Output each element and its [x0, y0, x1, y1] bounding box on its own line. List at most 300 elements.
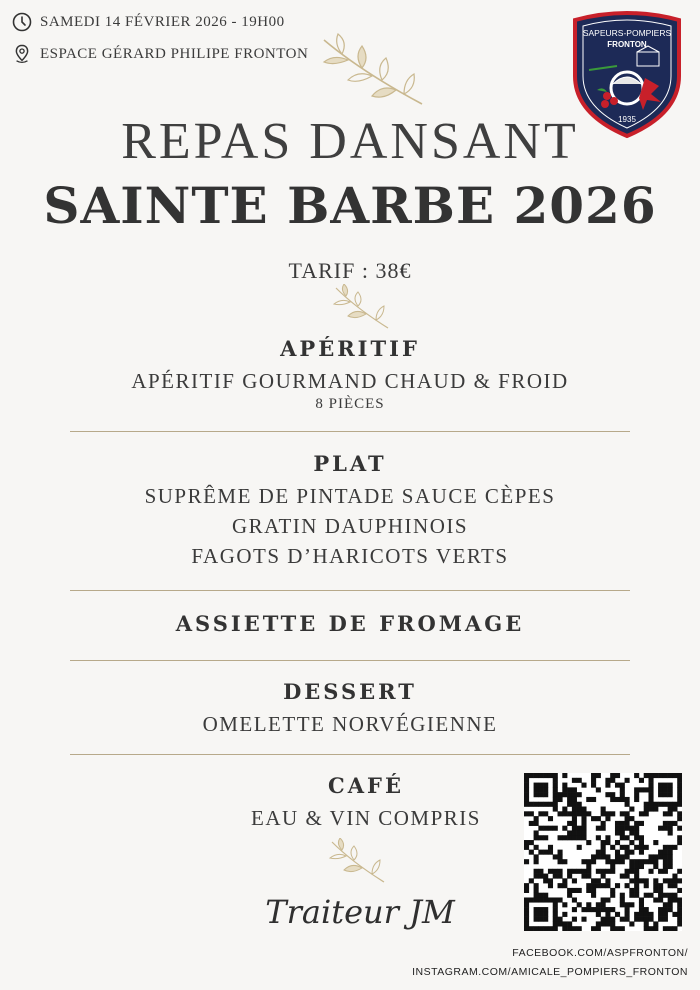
qr-module [634, 821, 639, 826]
qr-module [653, 859, 658, 864]
qr-module [572, 878, 577, 883]
qr-module [596, 826, 601, 831]
qr-module [668, 854, 673, 859]
qr-module [534, 859, 539, 864]
qr-module [543, 897, 548, 902]
qr-module [577, 811, 582, 816]
qr-module [605, 840, 610, 845]
qr-module [534, 821, 539, 826]
qr-module [605, 869, 610, 874]
qr-module [639, 778, 644, 783]
qr-module [644, 883, 649, 888]
qr-module [558, 921, 563, 926]
qr-module [648, 773, 653, 778]
qr-module [534, 773, 539, 778]
qr-module [586, 874, 591, 879]
qr-module [658, 888, 663, 893]
qr-module [586, 859, 591, 864]
qr-module [524, 921, 529, 926]
plat-item: SUPRÊME DE PINTADE SAUCE CÈPES [144, 484, 556, 508]
qr-module [572, 802, 577, 807]
qr-module [620, 783, 625, 788]
qr-module [572, 830, 577, 835]
qr-module [639, 835, 644, 840]
qr-module [553, 869, 558, 874]
qr-module [524, 778, 529, 783]
qr-module [596, 787, 601, 792]
qr-module [543, 792, 548, 797]
qr-module [572, 778, 577, 783]
qr-module [601, 821, 606, 826]
qr-module [529, 773, 534, 778]
qr-module [577, 835, 582, 840]
qr-module [601, 854, 606, 859]
qr-module [529, 821, 534, 826]
qr-module [648, 869, 653, 874]
qr-module [677, 778, 682, 783]
qr-module [543, 912, 548, 917]
qr-module [543, 917, 548, 922]
qr-module [634, 792, 639, 797]
qr-module [534, 802, 539, 807]
qr-module [668, 859, 673, 864]
qr-module [648, 778, 653, 783]
qr-module [591, 859, 596, 864]
qr-module [625, 802, 630, 807]
qr-module [534, 869, 539, 874]
qr-module [586, 902, 591, 907]
qr-module [605, 921, 610, 926]
qr-module [677, 878, 682, 883]
qr-module [615, 912, 620, 917]
qr-module [558, 859, 563, 864]
qr-module [524, 917, 529, 922]
qr-module [534, 787, 539, 792]
qr-module [668, 907, 673, 912]
qr-module [567, 787, 572, 792]
qr-module [672, 773, 677, 778]
qr-module [534, 912, 539, 917]
qr-module [524, 802, 529, 807]
title-line-2: SAINTE BARBE 2026 [43, 176, 657, 235]
qr-module [553, 897, 558, 902]
qr-module [553, 926, 558, 931]
qr-module [543, 826, 548, 831]
qr-module [629, 859, 634, 864]
event-date: SAMEDI 14 FÉVRIER 2026 - 19H00 [40, 13, 285, 30]
qr-module [677, 917, 682, 922]
qr-module [668, 883, 673, 888]
qr-module [567, 869, 572, 874]
qr-module [577, 807, 582, 812]
qr-module [572, 917, 577, 922]
qr-module [648, 802, 653, 807]
qr-module [601, 845, 606, 850]
qr-module [534, 830, 539, 835]
qr-module [596, 907, 601, 912]
qr-module [625, 797, 630, 802]
qr-module [567, 830, 572, 835]
qr-module [620, 845, 625, 850]
qr-module [668, 878, 673, 883]
qr-module [577, 869, 582, 874]
qr-module [668, 830, 673, 835]
qr-module [601, 840, 606, 845]
qr-module [615, 797, 620, 802]
qr-module [524, 902, 529, 907]
qr-module [572, 807, 577, 812]
qr-module [629, 869, 634, 874]
qr-module [543, 907, 548, 912]
qr-module [534, 897, 539, 902]
qr-module [524, 907, 529, 912]
qr-module [620, 854, 625, 859]
qr-module [658, 850, 663, 855]
qr-module [615, 830, 620, 835]
qr-module [577, 802, 582, 807]
qr-module [591, 783, 596, 788]
qr-module [538, 850, 543, 855]
qr-module [615, 883, 620, 888]
qr-module [605, 854, 610, 859]
qr-module [629, 921, 634, 926]
qr-module [663, 821, 668, 826]
qr-module [605, 912, 610, 917]
qr-module [543, 850, 548, 855]
qr-module [629, 807, 634, 812]
qr-module [620, 797, 625, 802]
qr-module [648, 854, 653, 859]
section-plat-title: PLAT [313, 451, 387, 476]
qr-module [591, 883, 596, 888]
qr-module [625, 874, 630, 879]
qr-module [677, 869, 682, 874]
qr-module [567, 874, 572, 879]
event-location-line [12, 44, 308, 64]
qr-module [572, 792, 577, 797]
qr-module [663, 850, 668, 855]
aperitif-detail: 8 PIÈCES [315, 396, 385, 412]
qr-module [538, 826, 543, 831]
title-line-1: REPAS DANSANT [121, 113, 579, 170]
qr-module [572, 811, 577, 816]
qr-module [605, 835, 610, 840]
qr-module [658, 792, 663, 797]
qr-module [534, 816, 539, 821]
qr-module [615, 926, 620, 931]
qr-module [529, 926, 534, 931]
qr-module [543, 878, 548, 883]
divider [70, 660, 630, 661]
qr-module [644, 912, 649, 917]
plat-item: FAGOTS D’HARICOTS VERTS [191, 544, 509, 568]
qr-module [605, 792, 610, 797]
qr-module [620, 874, 625, 879]
qr-module [553, 854, 558, 859]
qr-module [601, 917, 606, 922]
qr-module [591, 854, 596, 859]
qr-module [644, 773, 649, 778]
qr-module [534, 926, 539, 931]
qr-module [648, 787, 653, 792]
qr-module [591, 878, 596, 883]
qr-module [586, 883, 591, 888]
event-location: ESPACE GÉRARD PHILIPE FRONTON [40, 45, 309, 62]
qr-module [634, 888, 639, 893]
qr-module [601, 869, 606, 874]
qr-module [677, 835, 682, 840]
qr-module [663, 783, 668, 788]
qr-module [577, 902, 582, 907]
qr-module [658, 917, 663, 922]
qr-module [601, 850, 606, 855]
qr-module [601, 826, 606, 831]
qr-module [625, 816, 630, 821]
qr-module [553, 783, 558, 788]
qr-module [553, 917, 558, 922]
qr-module [634, 883, 639, 888]
qr-module [629, 902, 634, 907]
qr-module [562, 826, 567, 831]
qr-module [562, 811, 567, 816]
qr-module [581, 859, 586, 864]
qr-module [663, 869, 668, 874]
qr-module [553, 826, 558, 831]
qr-module [538, 792, 543, 797]
qr-module [625, 883, 630, 888]
qr-module [558, 874, 563, 879]
qr-module [529, 897, 534, 902]
qr-module [625, 850, 630, 855]
qr-module [644, 811, 649, 816]
qr-module [658, 907, 663, 912]
qr-module [558, 917, 563, 922]
caterer-signature: Traiteur JM [265, 893, 455, 931]
instagram-link[interactable]: INSTAGRAM.COM/AMICALE_POMPIERS_FRONTON [412, 966, 688, 978]
qr-module [562, 859, 567, 864]
qr-module [653, 878, 658, 883]
qr-module [634, 878, 639, 883]
qr-module [596, 902, 601, 907]
qr-module [581, 869, 586, 874]
qr-module [663, 902, 668, 907]
qr-module [562, 783, 567, 788]
qr-module [648, 917, 653, 922]
qr-module [644, 893, 649, 898]
qr-module [668, 792, 673, 797]
section-aperitif-title: APÉRITIF [280, 336, 420, 361]
qr-module [534, 783, 539, 788]
qr-module [663, 787, 668, 792]
qr-module [663, 912, 668, 917]
qr-module [562, 835, 567, 840]
qr-module [543, 783, 548, 788]
qr-module [524, 888, 529, 893]
qr-module [548, 897, 553, 902]
price: TARIF : 38€ [288, 258, 412, 283]
qr-module [534, 792, 539, 797]
qr-module [562, 792, 567, 797]
qr-module [634, 845, 639, 850]
qr-module [605, 811, 610, 816]
qr-module [634, 835, 639, 840]
qr-module [586, 840, 591, 845]
qr-module [672, 874, 677, 879]
qr-module [524, 926, 529, 931]
qr-module [658, 783, 663, 788]
plat-item: GRATIN DAUPHINOIS [231, 514, 469, 538]
qr-module [553, 802, 558, 807]
qr-module [653, 807, 658, 812]
qr-module [553, 902, 558, 907]
qr-module [577, 926, 582, 931]
qr-module [538, 926, 543, 931]
qr-module [534, 907, 539, 912]
qr-module [562, 926, 567, 931]
qr-module [562, 807, 567, 812]
qr-module [677, 897, 682, 902]
qr-module [625, 912, 630, 917]
qr-module [572, 826, 577, 831]
qr-module [605, 897, 610, 902]
olive-branch-icon [330, 284, 392, 332]
qr-module [634, 859, 639, 864]
logo-year: 1935 [618, 115, 636, 124]
qr-module [658, 893, 663, 898]
qr-module [524, 811, 529, 816]
qr-module [610, 888, 615, 893]
qr-module [663, 859, 668, 864]
qr-module [581, 783, 586, 788]
qr-module [639, 850, 644, 855]
qr-module [677, 921, 682, 926]
qr-module [538, 869, 543, 874]
logo-town: FRONTON [607, 40, 647, 49]
qr-module [558, 835, 563, 840]
qr-module [677, 811, 682, 816]
qr-module [601, 807, 606, 812]
qr-module [586, 869, 591, 874]
qr-module [558, 811, 563, 816]
qr-module [677, 912, 682, 917]
qr-module [625, 907, 630, 912]
qr-module [591, 797, 596, 802]
qr-module [572, 821, 577, 826]
qr-module [610, 773, 615, 778]
qr-module [625, 778, 630, 783]
qr-module [567, 811, 572, 816]
qr-module [658, 869, 663, 874]
qr-module [538, 897, 543, 902]
qr-module [639, 902, 644, 907]
qr-module [577, 830, 582, 835]
qr-module [543, 811, 548, 816]
qr-module [615, 850, 620, 855]
qr-module [572, 897, 577, 902]
qr-module [553, 807, 558, 812]
qr-module [577, 778, 582, 783]
qr-module [538, 874, 543, 879]
facebook-link[interactable]: FACEBOOK.COM/ASPFRONTON/ [512, 947, 688, 959]
qr-module [634, 917, 639, 922]
qr-module [567, 835, 572, 840]
qr-module [653, 921, 658, 926]
qr-module [648, 912, 653, 917]
event-date-line [12, 12, 285, 32]
qr-module [581, 811, 586, 816]
qr-module [601, 883, 606, 888]
qr-module [644, 845, 649, 850]
qr-module [644, 907, 649, 912]
qr-code[interactable] [524, 773, 682, 931]
qr-module [538, 802, 543, 807]
qr-module [538, 835, 543, 840]
qr-module [534, 917, 539, 922]
qr-module [672, 802, 677, 807]
qr-module [677, 907, 682, 912]
qr-module [620, 902, 625, 907]
qr-module [610, 811, 615, 816]
qr-module [538, 811, 543, 816]
qr-module [625, 821, 630, 826]
location-pin-icon [12, 44, 32, 64]
qr-module [572, 869, 577, 874]
qr-module [543, 874, 548, 879]
qr-module [558, 854, 563, 859]
divider [70, 431, 630, 432]
qr-module [663, 893, 668, 898]
qr-module [572, 816, 577, 821]
qr-module [572, 888, 577, 893]
qr-module [538, 917, 543, 922]
qr-module [543, 835, 548, 840]
qr-module [644, 917, 649, 922]
qr-module [672, 926, 677, 931]
qr-module [648, 859, 653, 864]
qr-module [634, 869, 639, 874]
qr-module [615, 840, 620, 845]
qr-module [558, 797, 563, 802]
qr-module [567, 888, 572, 893]
qr-module [534, 845, 539, 850]
qr-module [677, 816, 682, 821]
qr-module [610, 907, 615, 912]
qr-module [677, 826, 682, 831]
qr-module [634, 874, 639, 879]
qr-module [610, 864, 615, 869]
qr-module [596, 854, 601, 859]
qr-module [668, 783, 673, 788]
qr-module [677, 802, 682, 807]
qr-module [596, 835, 601, 840]
qr-module [562, 912, 567, 917]
qr-module [663, 792, 668, 797]
qr-module [634, 830, 639, 835]
qr-module [653, 864, 658, 869]
qr-module [581, 874, 586, 879]
qr-module [577, 845, 582, 850]
qr-module [596, 878, 601, 883]
qr-module [625, 826, 630, 831]
qr-module [672, 821, 677, 826]
qr-module [586, 797, 591, 802]
qr-module [534, 888, 539, 893]
qr-module [524, 797, 529, 802]
section-dessert-title: DESSERT [283, 679, 417, 704]
qr-module [558, 850, 563, 855]
qr-module [581, 907, 586, 912]
qr-module [658, 897, 663, 902]
